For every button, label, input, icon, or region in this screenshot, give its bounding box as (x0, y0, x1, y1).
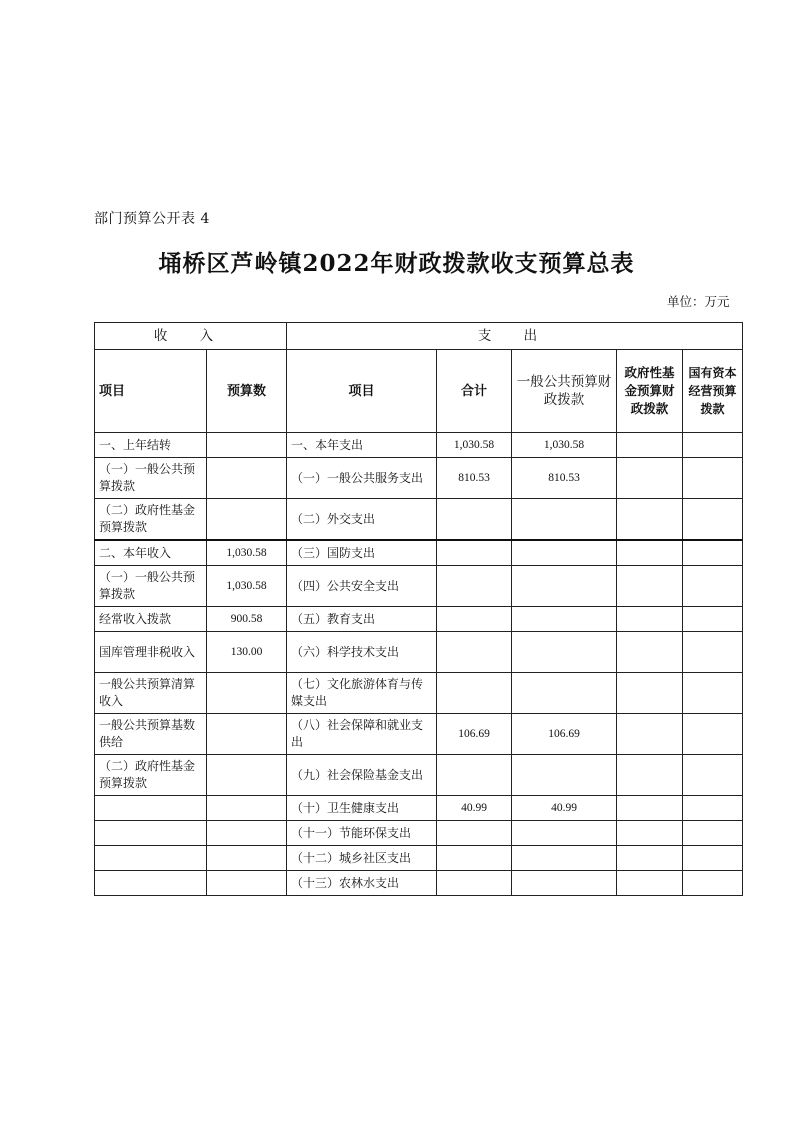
state-capital-cell (683, 673, 743, 714)
total-cell (437, 846, 512, 871)
gov-fund-cell (617, 433, 683, 458)
total-cell: 40.99 (437, 796, 512, 821)
income-amount-cell (207, 846, 287, 871)
table-row (95, 607, 743, 632)
income-item-header: 项目 (95, 350, 207, 433)
expense-item-cell: （二）外交支出 (287, 499, 437, 541)
expense-item-cell: （八）社会保障和就业支出 (287, 714, 437, 755)
general-budget-cell (512, 821, 617, 846)
expense-item-cell: （六）科学技术支出 (287, 632, 437, 673)
expense-item-cell: （十一）节能环保支出 (287, 821, 437, 846)
state-capital-cell (683, 755, 743, 796)
income-amount-cell: 1,030.58 (207, 566, 287, 607)
table-row (95, 540, 743, 566)
income-item-cell: 一般公共预算清算收入 (95, 673, 207, 714)
gov-fund-cell (617, 499, 683, 541)
table-row (95, 673, 743, 714)
table-row (95, 632, 743, 673)
income-amount-cell: 1,030.58 (207, 540, 287, 566)
table-row (95, 499, 743, 541)
state-capital-cell (683, 871, 743, 896)
income-item-cell: 一般公共预算基数供给 (95, 714, 207, 755)
table-row (95, 458, 743, 499)
general-budget-cell (512, 607, 617, 632)
income-amount-cell (207, 714, 287, 755)
income-item-cell (95, 871, 207, 896)
income-item-cell: 国库管理非税收入 (95, 632, 207, 673)
income-section-header: 收 入 (95, 323, 287, 350)
gov-fund-header: 政府性基金预算财政拨款 (617, 350, 683, 433)
income-amount-cell (207, 433, 287, 458)
gov-fund-cell (617, 821, 683, 846)
income-amount-cell (207, 821, 287, 846)
total-cell (437, 607, 512, 632)
general-budget-cell (512, 540, 617, 566)
gov-fund-cell (617, 871, 683, 896)
income-item-cell (95, 796, 207, 821)
total-header: 合计 (437, 350, 512, 433)
income-amount-cell (207, 796, 287, 821)
general-budget-cell (512, 846, 617, 871)
gov-fund-cell (617, 673, 683, 714)
table-row (95, 871, 743, 896)
table-row (95, 821, 743, 846)
total-cell: 106.69 (437, 714, 512, 755)
total-cell: 810.53 (437, 458, 512, 499)
table-row (95, 846, 743, 871)
state-capital-cell (683, 714, 743, 755)
general-budget-cell: 810.53 (512, 458, 617, 499)
general-budget-cell (512, 871, 617, 896)
general-budget-cell (512, 632, 617, 673)
state-capital-cell (683, 540, 743, 566)
page-title: 埇桥区芦岭镇2022年财政拨款收支预算总表 (158, 250, 635, 277)
general-budget-cell (512, 499, 617, 541)
gov-fund-cell (617, 540, 683, 566)
state-capital-cell (683, 566, 743, 607)
expense-item-cell: （七）文化旅游体育与传媒支出 (287, 673, 437, 714)
total-cell (437, 673, 512, 714)
general-budget-cell: 1,030.58 (512, 433, 617, 458)
gov-fund-cell (617, 714, 683, 755)
expense-item-cell: （四）公共安全支出 (287, 566, 437, 607)
income-item-cell: （二）政府性基金预算拨款 (95, 499, 207, 541)
table-row (95, 755, 743, 796)
income-item-cell: 一、上年结转 (95, 433, 207, 458)
general-budget-cell (512, 566, 617, 607)
state-capital-cell (683, 458, 743, 499)
table-row (95, 714, 743, 755)
income-item-cell: （一）一般公共预算拨款 (95, 566, 207, 607)
state-capital-cell (683, 433, 743, 458)
income-amount-cell: 900.58 (207, 607, 287, 632)
column-header-row (95, 350, 743, 433)
total-cell (437, 821, 512, 846)
income-amount-cell (207, 673, 287, 714)
general-budget-header: 一般公共预算财政拨款 (512, 350, 617, 433)
gov-fund-cell (617, 846, 683, 871)
expense-item-cell: （三）国防支出 (287, 540, 437, 566)
total-cell: 1,030.58 (437, 433, 512, 458)
total-cell (437, 871, 512, 896)
income-amount-cell: 130.00 (207, 632, 287, 673)
gov-fund-cell (617, 607, 683, 632)
gov-fund-cell (617, 632, 683, 673)
general-budget-cell (512, 673, 617, 714)
total-cell (437, 566, 512, 607)
total-cell (437, 540, 512, 566)
budget-table (94, 322, 743, 896)
expense-section-header: 支 出 (287, 323, 743, 350)
section-header-row (95, 323, 743, 350)
state-capital-cell (683, 846, 743, 871)
state-capital-header: 国有资本经营预算拨款 (683, 350, 743, 433)
income-item-cell (95, 846, 207, 871)
expense-item-cell: （十二）城乡社区支出 (287, 846, 437, 871)
table-row (95, 566, 743, 607)
state-capital-cell (683, 821, 743, 846)
total-cell (437, 499, 512, 541)
table-row (95, 433, 743, 458)
total-cell (437, 755, 512, 796)
table-row (95, 796, 743, 821)
state-capital-cell (683, 607, 743, 632)
income-amount-cell (207, 755, 287, 796)
income-amount-header: 预算数 (207, 350, 287, 433)
income-item-cell: 经常收入拨款 (95, 607, 207, 632)
total-cell (437, 632, 512, 673)
gov-fund-cell (617, 755, 683, 796)
document-label: 部门预算公开表 4 (94, 211, 210, 227)
unit-label: 单位：万元 (667, 294, 730, 309)
expense-item-header: 项目 (287, 350, 437, 433)
income-amount-cell (207, 458, 287, 499)
general-budget-cell: 106.69 (512, 714, 617, 755)
income-item-cell: 二、本年收入 (95, 540, 207, 566)
general-budget-cell: 40.99 (512, 796, 617, 821)
expense-item-cell: （九）社会保险基金支出 (287, 755, 437, 796)
expense-item-cell: （十）卫生健康支出 (287, 796, 437, 821)
state-capital-cell (683, 796, 743, 821)
income-item-cell: （二）政府性基金预算拨款 (95, 755, 207, 796)
income-item-cell: （一）一般公共预算拨款 (95, 458, 207, 499)
expense-item-cell: 一、本年支出 (287, 433, 437, 458)
income-amount-cell (207, 499, 287, 541)
gov-fund-cell (617, 796, 683, 821)
expense-item-cell: （一）一般公共服务支出 (287, 458, 437, 499)
expense-item-cell: （五）教育支出 (287, 607, 437, 632)
income-amount-cell (207, 871, 287, 896)
expense-item-cell: （十三）农林水支出 (287, 871, 437, 896)
gov-fund-cell (617, 566, 683, 607)
income-item-cell (95, 821, 207, 846)
general-budget-cell (512, 755, 617, 796)
state-capital-cell (683, 632, 743, 673)
state-capital-cell (683, 499, 743, 541)
gov-fund-cell (617, 458, 683, 499)
